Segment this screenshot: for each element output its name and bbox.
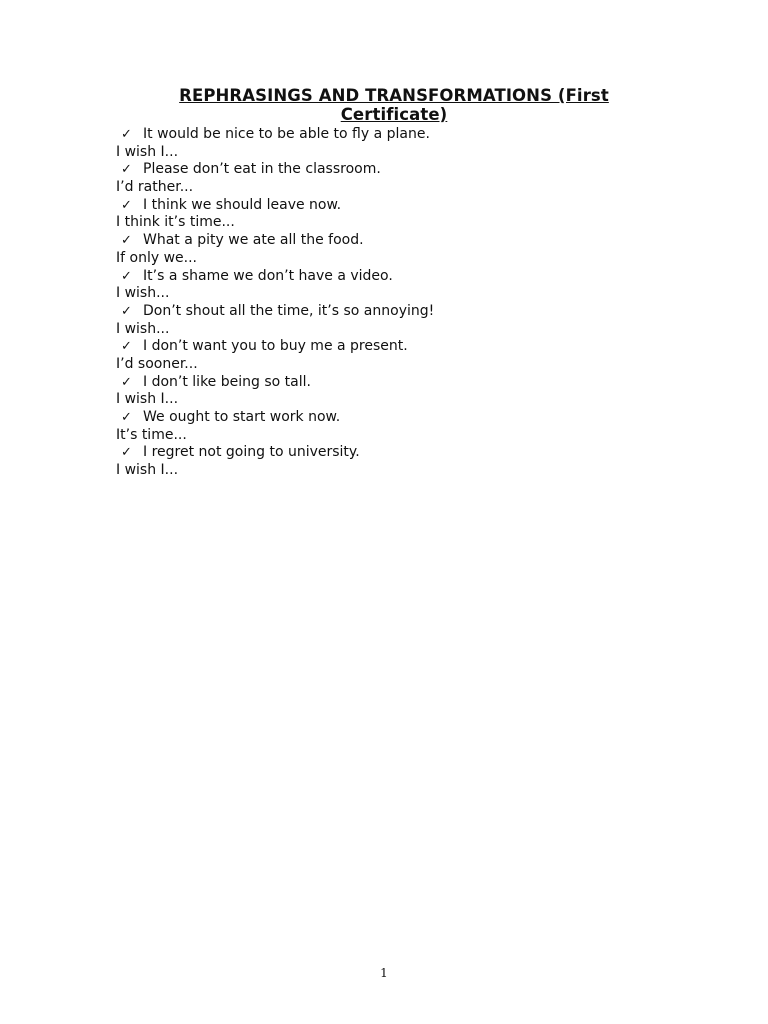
- item-answer-starter: I wish I...: [116, 462, 179, 479]
- item-answer-starter: I wish...: [116, 285, 170, 302]
- checkmark-icon: ✓: [121, 197, 132, 213]
- prompt-text: Please don’t eat in the classroom.: [143, 161, 381, 178]
- item-answer-starter: I think it’s time...: [116, 214, 235, 231]
- item-prompt: [116, 161, 676, 179]
- item-prompt: [116, 197, 676, 215]
- item-answer-starter: I wish I...: [116, 391, 179, 408]
- item-prompt: [116, 444, 676, 462]
- exercise-item: [116, 161, 676, 196]
- exercise-item: [116, 409, 676, 444]
- checkmark-icon: ✓: [121, 374, 132, 390]
- page-number: 1: [380, 966, 388, 980]
- checkmark-icon: ✓: [121, 268, 132, 284]
- prompt-text: It would be nice to be able to fly a plane.: [143, 126, 430, 142]
- prompt-text: I don’t like being so tall.: [143, 373, 311, 390]
- prompt-text: It’s a shame we don’t have a video.: [143, 267, 393, 284]
- checkmark-icon: ✓: [121, 339, 132, 355]
- checkmark-icon: ✓: [121, 127, 132, 142]
- checkmark-icon: ✓: [121, 445, 132, 461]
- prompt-text: I think we should leave now.: [143, 196, 342, 213]
- exercise-item: [116, 126, 676, 161]
- prompt-text: I don’t want you to buy me a present.: [143, 338, 408, 355]
- item-prompt: [116, 268, 676, 286]
- exercise-item: [116, 232, 676, 267]
- exercise-item: [116, 303, 676, 338]
- item-answer-starter: I’d rather...: [116, 179, 194, 196]
- prompt-text: What a pity we ate all the food.: [143, 232, 364, 249]
- exercise-item: [116, 268, 676, 303]
- title-line-1: REPHRASINGS AND TRANSFORMATIONS (First: [179, 86, 609, 105]
- item-answer-starter: I’d sooner...: [116, 355, 198, 372]
- item-prompt: [116, 374, 676, 392]
- prompt-text: I regret not going to university.: [143, 444, 360, 461]
- title-line-2: Certificate): [340, 105, 448, 124]
- item-prompt: [116, 303, 676, 321]
- checkmark-icon: ✓: [121, 410, 132, 425]
- item-prompt: [116, 338, 676, 356]
- page-title: [154, 86, 634, 124]
- item-answer-starter: I wish...: [116, 320, 170, 337]
- checkmark-icon: ✓: [121, 233, 132, 249]
- exercise-item: [116, 338, 676, 373]
- item-prompt: [116, 409, 676, 427]
- exercise-item: [116, 197, 676, 232]
- exercise-item: [116, 374, 676, 409]
- checkmark-icon: ✓: [121, 162, 132, 178]
- checkmark-icon: ✓: [121, 303, 132, 319]
- prompt-text: We ought to start work now.: [143, 409, 341, 425]
- item-prompt: [116, 126, 676, 144]
- item-answer-starter: It’s time...: [116, 426, 187, 443]
- item-answer-starter: If only we...: [116, 249, 197, 266]
- exercise-list: [116, 126, 676, 480]
- prompt-text: Don’t shout all the time, it’s so annoying!: [143, 302, 435, 319]
- exercise-item: [116, 444, 676, 479]
- item-prompt: [116, 232, 676, 250]
- item-answer-starter: I wish I...: [116, 143, 179, 160]
